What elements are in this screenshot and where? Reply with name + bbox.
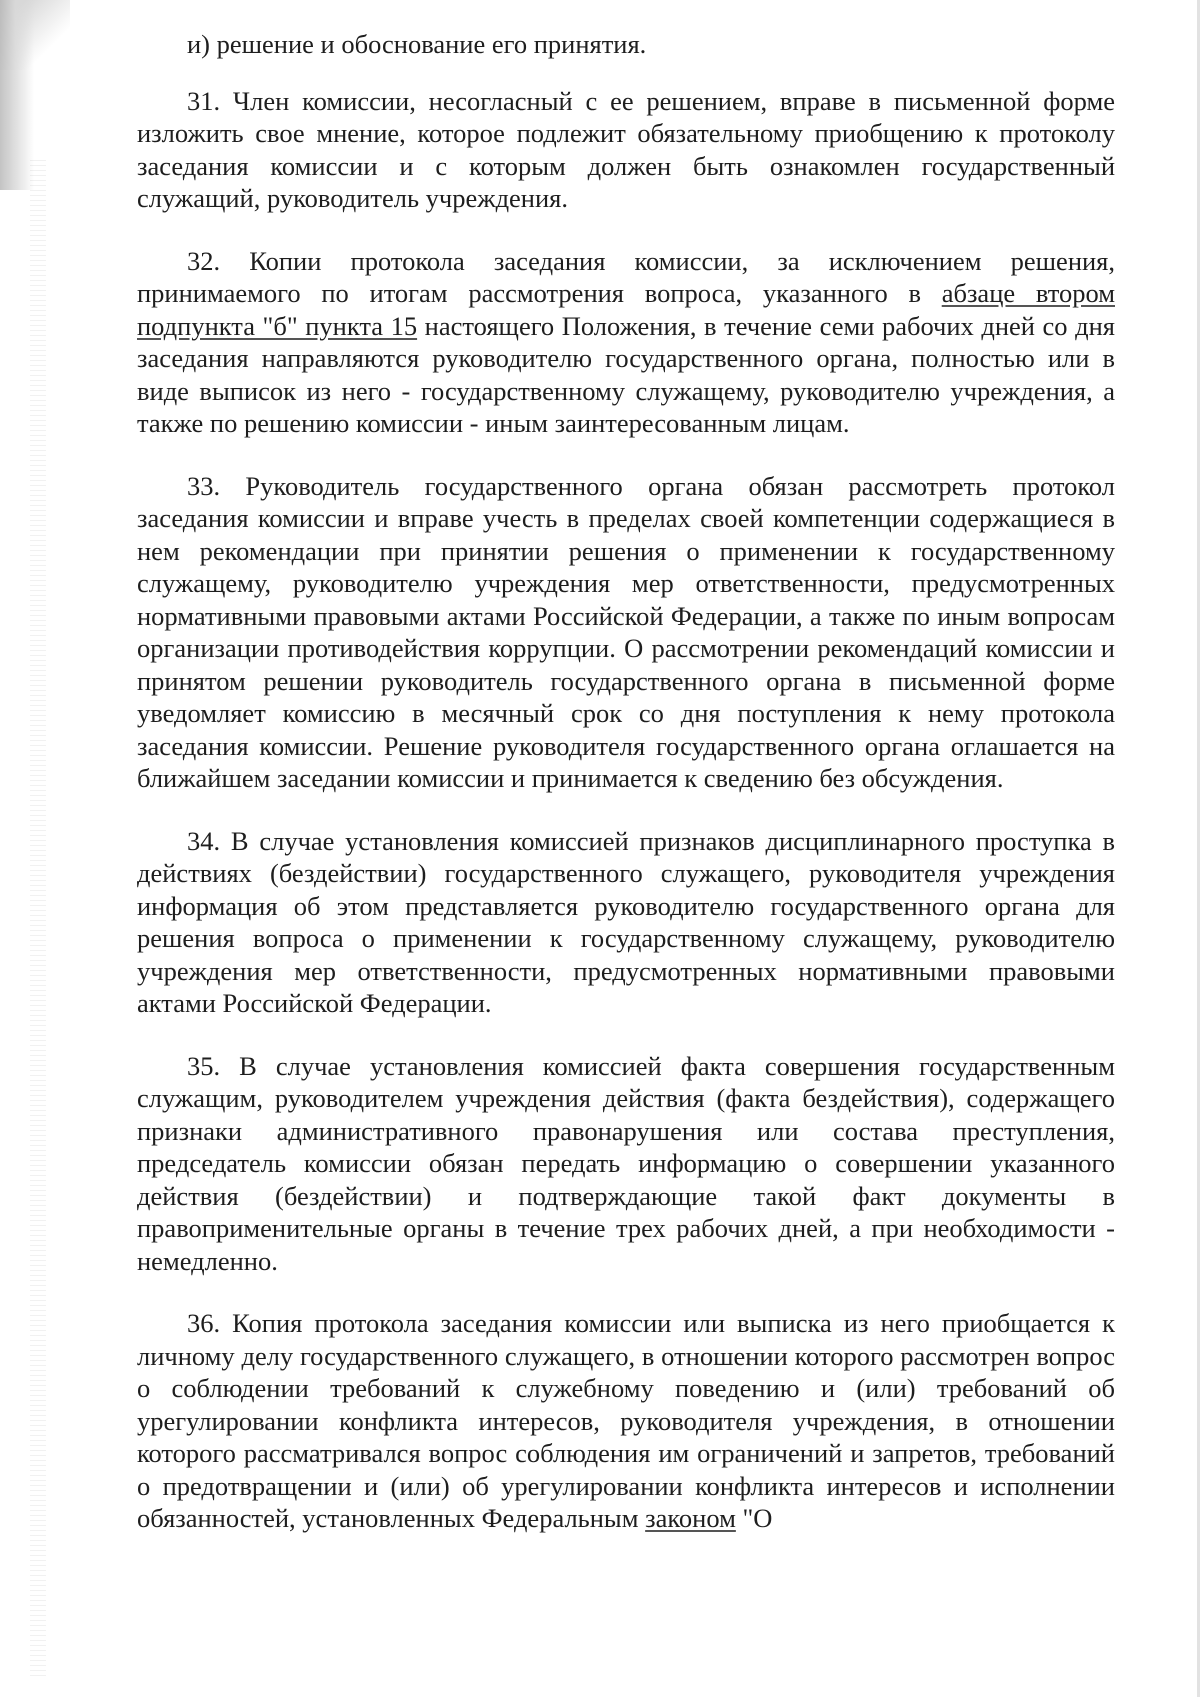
paragraph-31: 31. Член комиссии, несогласный с ее решением, вправе в письменной форме изложить свое мнение, которое подлежит обязательному приобщению к протоколу заседания комиссии и с которым должен быть ознакомлен государственный служащий, руководитель учреждения.: [137, 85, 1115, 213]
reference-link-subparagraph-b-item-15[interactable]: абзаце втором подпункта "б" пункта 15: [137, 278, 1115, 341]
document-page: [137, 28, 1115, 1565]
paragraph-36-text-start: 36. Копия протокола заседания комиссии или выписка из него приобщается к личному делу государственного служащего, в отношении которого рассмотрен вопрос о соблюдении требований к служебному поведению и (или) требований об урегулировании конфликта интересов, руководителя учреждения, в отношении которого рассматривался вопрос соблюдения им ограничений и запретов, требований о предотвращении и (или) об урегулировании конфликта интересов и исполнении обязанностей, установленных Федеральным: [137, 1308, 1115, 1533]
paragraph-36: [137, 1307, 1115, 1535]
reference-link-federal-law[interactable]: законом: [645, 1503, 736, 1533]
paragraph-35: 35. В случае установления комиссией факта совершения государственным служащим, руководителем учреждения действия (факта бездействия), содержащего признаки административного правонарушения или состава преступления, председатель комиссии обязан передать информацию о совершении указанного действия (бездействии) и подтверждающие такой факт документы в правоприменительные органы в течение трех рабочих дней, а при необходимости - немедленно.: [137, 1050, 1115, 1276]
paragraph-34: 34. В случае установления комиссией признаков дисциплинарного проступка в действиях (бездействии) государственного служащего, руководителя учреждения информация об этом представляется руководителю государственного органа для решения вопроса о применении к государственному служащему, руководителю учреждения мер ответственности, предусмотренных нормативными правовыми актами Российской Федерации.: [137, 825, 1115, 1018]
scan-edge-shadow: [0, 0, 34, 190]
paragraph-32-text-start: 32. Копии протокола заседания комиссии, за исключением решения, принимаемого по итогам рассмотрения вопроса, указанного в: [137, 245, 1115, 308]
paragraph-36-text-end: "О: [735, 1503, 773, 1533]
paragraph-32-text-end: настоящего Положения, в течение семи рабочих дней со дня заседания направляются руководителю государственного органа, полностью или в виде выписок из него - государственному служащему, руководителю учреждения, а также по решению комиссии - иным заинтересованным лицам.: [137, 310, 1115, 438]
paragraph-33: 33. Руководитель государственного органа обязан рассмотреть протокол заседания комиссии и вправе учесть в пределах своей компетенции содержащиеся в нем рекомендации при принятии решения о применении к государственному служащему, руководителю учреждения мер ответственности, предусмотренных нормативными правовыми актами Российской Федерации, а также по иным вопросам организации противодействия коррупции. О рассмотрении рекомендаций комиссии и принятом решении руководитель государственного органа в письменной форме уведомляет комиссию в месячный срок со дня поступления к нему протокола заседания комиссии. Решение руководителя государственного органа оглашается на ближайшем заседании комиссии и принимается к сведению без обсуждения.: [137, 470, 1115, 793]
paragraph-item-i: и) решение и обоснование его принятия.: [187, 29, 647, 59]
scan-edge-noise: [30, 160, 46, 1680]
paragraph-32: [137, 245, 1115, 440]
